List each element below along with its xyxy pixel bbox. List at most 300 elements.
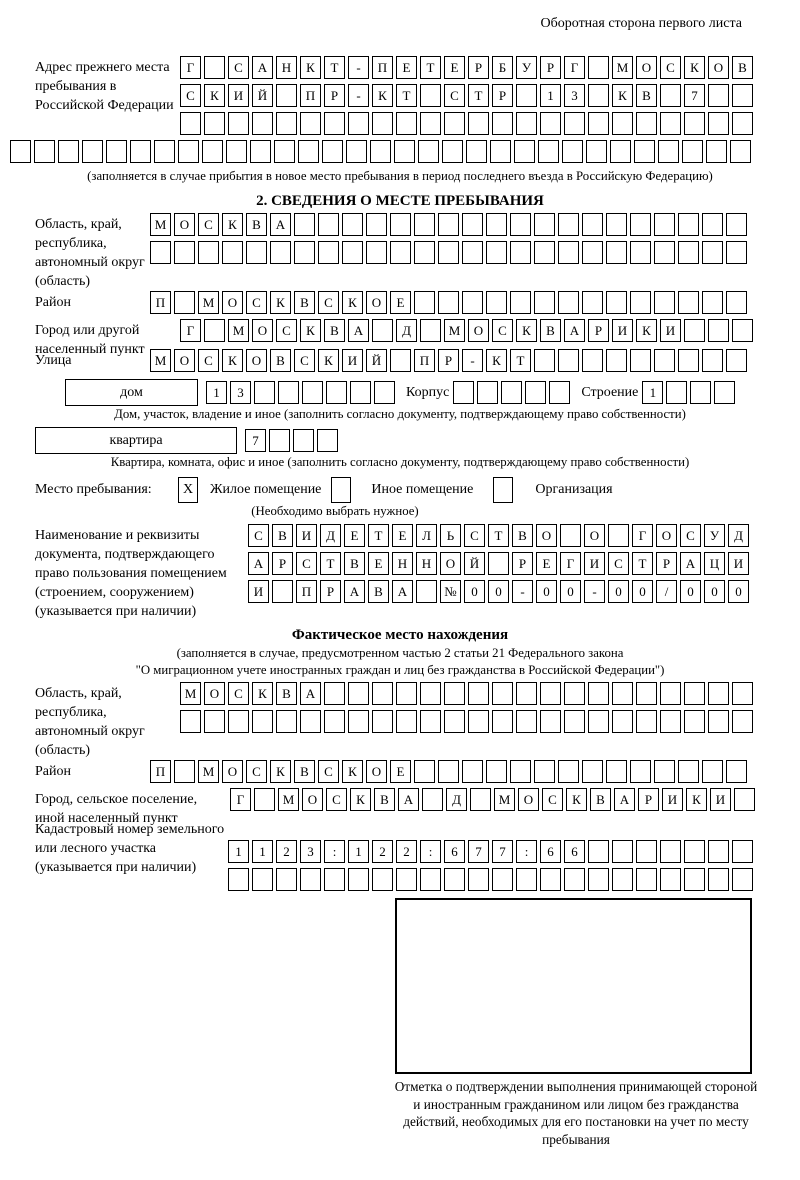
char-cell: Т	[396, 84, 417, 107]
char-cell	[390, 241, 411, 264]
char-cell	[198, 241, 219, 264]
char-cell: М	[228, 319, 249, 342]
char-cell: -	[348, 56, 369, 79]
char-cell: 7	[245, 429, 266, 452]
char-cell	[420, 868, 441, 891]
char-cell: М	[278, 788, 299, 811]
char-cell	[418, 140, 439, 163]
char-cell: 7	[684, 84, 705, 107]
char-cell: 2	[372, 840, 393, 863]
char-cell: В	[590, 788, 611, 811]
char-cell	[348, 112, 369, 135]
char-cell	[660, 710, 681, 733]
char-cell	[180, 710, 201, 733]
char-cell	[278, 381, 299, 404]
char-cell	[270, 241, 291, 264]
char-cell: Ь	[440, 524, 461, 547]
char-cell: И	[342, 349, 363, 372]
char-cell	[732, 319, 753, 342]
char-cell	[726, 291, 747, 314]
char-cell	[394, 140, 415, 163]
char-cell: 0	[560, 580, 581, 603]
document-row-1	[248, 524, 752, 547]
char-cell	[300, 112, 321, 135]
char-cell: П	[150, 291, 171, 314]
char-cell	[534, 349, 555, 372]
char-cell: У	[516, 56, 537, 79]
char-cell: Ц	[704, 552, 725, 575]
char-cell	[702, 760, 723, 783]
district-group	[35, 291, 800, 319]
char-cell	[254, 381, 275, 404]
char-cell	[582, 349, 603, 372]
char-cell: /	[656, 580, 677, 603]
char-cell: В	[294, 760, 315, 783]
char-cell: Е	[444, 56, 465, 79]
apartment-row	[35, 427, 800, 454]
char-cell: К	[222, 349, 243, 372]
char-cell	[492, 710, 513, 733]
prev-address-row-3	[180, 112, 756, 135]
char-cell	[660, 682, 681, 705]
char-cell	[276, 868, 297, 891]
char-cell	[564, 112, 585, 135]
actual-location-note-2: "О миграционном учете иностранных граждан и лиц без гражданства в Российской Федерации")	[135, 663, 665, 677]
char-cell: :	[324, 840, 345, 863]
char-cell: 3	[564, 84, 585, 107]
char-cell: Л	[416, 524, 437, 547]
char-cell	[414, 760, 435, 783]
char-cell	[514, 140, 535, 163]
prev-address-row-1	[180, 56, 756, 79]
char-cell	[420, 682, 441, 705]
char-cell	[612, 710, 633, 733]
char-cell	[630, 760, 651, 783]
char-cell	[562, 140, 583, 163]
char-cell: Т	[368, 524, 389, 547]
char-cell	[396, 682, 417, 705]
region-row-1	[150, 213, 750, 236]
city-row	[180, 319, 756, 342]
char-cell: К	[204, 84, 225, 107]
char-cell: М	[612, 56, 633, 79]
char-cell	[636, 682, 657, 705]
char-cell	[438, 241, 459, 264]
char-cell	[606, 760, 627, 783]
char-cell: -	[462, 349, 483, 372]
char-cell	[702, 349, 723, 372]
char-cell	[510, 241, 531, 264]
char-cell	[516, 868, 537, 891]
char-cell	[582, 241, 603, 264]
char-cell: С	[444, 84, 465, 107]
char-cell	[486, 291, 507, 314]
char-cell: Г	[180, 319, 201, 342]
char-cell: К	[222, 213, 243, 236]
char-cell	[682, 140, 703, 163]
char-cell: О	[174, 213, 195, 236]
char-cell	[690, 381, 711, 404]
char-cell: С	[228, 56, 249, 79]
prev-address-label: Адрес прежнего места пребывания в Российской Федерации	[35, 60, 174, 113]
char-cell: О	[174, 349, 195, 372]
char-cell: А	[392, 580, 413, 603]
char-cell	[34, 140, 55, 163]
char-cell	[130, 140, 151, 163]
confirmation-stamp-note: Отметка о подтверждении выполнения принимающей стороной и иностранным гражданином или лицом без гражданства действий, необходимых для его постановки на учет по месту пребывания	[394, 1079, 758, 1147]
char-cell: -	[348, 84, 369, 107]
char-cell	[10, 140, 31, 163]
char-cell	[414, 213, 435, 236]
char-cell	[276, 84, 297, 107]
char-cell	[501, 381, 522, 404]
char-cell	[558, 760, 579, 783]
char-cell	[490, 140, 511, 163]
char-cell: М	[198, 291, 219, 314]
char-cell	[317, 429, 338, 452]
char-cell: 0	[632, 580, 653, 603]
char-cell	[726, 241, 747, 264]
char-cell	[558, 241, 579, 264]
char-cell: 6	[564, 840, 585, 863]
char-cell	[222, 241, 243, 264]
checkbox-residential: X	[178, 477, 198, 503]
char-cell: К	[372, 84, 393, 107]
char-cell: Г	[180, 56, 201, 79]
char-cell	[293, 429, 314, 452]
char-cell	[106, 140, 127, 163]
char-cell: Й	[366, 349, 387, 372]
char-cell: Т	[324, 56, 345, 79]
char-cell	[516, 682, 537, 705]
char-cell: 2	[276, 840, 297, 863]
char-cell	[438, 760, 459, 783]
house-row	[65, 379, 800, 406]
char-cell	[582, 760, 603, 783]
char-cell	[714, 381, 735, 404]
char-cell: 7	[468, 840, 489, 863]
char-cell: О	[584, 524, 605, 547]
char-cell: В	[344, 552, 365, 575]
char-cell: К	[516, 319, 537, 342]
char-cell	[540, 710, 561, 733]
char-cell: Р	[656, 552, 677, 575]
char-cell: -	[512, 580, 533, 603]
char-cell: А	[248, 552, 269, 575]
char-cell: О	[636, 56, 657, 79]
char-cell: 0	[704, 580, 725, 603]
char-cell	[588, 840, 609, 863]
char-cell	[346, 140, 367, 163]
char-cell: И	[248, 580, 269, 603]
char-cell	[534, 291, 555, 314]
char-cell	[610, 140, 631, 163]
char-cell: К	[318, 349, 339, 372]
char-cell: В	[540, 319, 561, 342]
char-cell: Г	[564, 56, 585, 79]
char-cell	[178, 140, 199, 163]
char-cell	[342, 241, 363, 264]
cadastral-row-1	[228, 840, 756, 863]
organization-label: Организация	[535, 482, 613, 497]
street-row	[150, 349, 750, 372]
char-cell	[438, 213, 459, 236]
char-cell: С	[246, 291, 267, 314]
char-cell	[534, 760, 555, 783]
char-cell: 0	[464, 580, 485, 603]
checkbox-other-premises	[331, 477, 351, 503]
char-cell	[654, 213, 675, 236]
street-group	[35, 349, 800, 377]
char-cell: А	[344, 580, 365, 603]
char-cell: А	[614, 788, 635, 811]
char-cell: 1	[642, 381, 663, 404]
char-cell	[226, 140, 247, 163]
char-cell: О	[468, 319, 489, 342]
char-cell	[442, 140, 463, 163]
char-cell: С	[228, 682, 249, 705]
other-premises-label: Иное помещение	[371, 482, 474, 497]
char-cell: Е	[390, 291, 411, 314]
prev-address-rows	[180, 56, 756, 140]
char-cell	[588, 868, 609, 891]
prev-address-row-2	[180, 84, 756, 107]
char-cell	[516, 112, 537, 135]
stay-type-row	[35, 477, 800, 503]
char-cell: К	[342, 291, 363, 314]
char-cell: 1	[348, 840, 369, 863]
char-cell	[734, 788, 755, 811]
char-cell: С	[180, 84, 201, 107]
char-cell	[516, 84, 537, 107]
char-cell	[269, 429, 290, 452]
street-label: Улица	[35, 353, 72, 368]
char-cell: М	[494, 788, 515, 811]
char-cell	[204, 56, 225, 79]
char-cell	[468, 112, 489, 135]
char-cell: М	[150, 213, 171, 236]
char-cell	[174, 241, 195, 264]
char-cell	[348, 682, 369, 705]
char-cell	[588, 710, 609, 733]
char-cell: №	[440, 580, 461, 603]
char-cell	[342, 213, 363, 236]
char-cell	[298, 140, 319, 163]
char-cell	[708, 682, 729, 705]
char-cell	[466, 140, 487, 163]
char-cell: 2	[396, 840, 417, 863]
char-cell	[202, 140, 223, 163]
char-cell	[294, 241, 315, 264]
char-cell	[150, 241, 171, 264]
char-cell	[318, 241, 339, 264]
char-cell	[154, 140, 175, 163]
apartment-note: Квартира, комната, офис и иное (заполнить согласно документу, подтверждающему право собственности)	[110, 455, 690, 469]
char-cell	[730, 140, 751, 163]
char-cell	[540, 682, 561, 705]
char-cell	[636, 112, 657, 135]
char-cell	[372, 112, 393, 135]
char-cell	[366, 241, 387, 264]
char-cell	[630, 213, 651, 236]
char-cell: С	[318, 291, 339, 314]
char-cell: К	[342, 760, 363, 783]
stay-type-label: Место пребывания:	[35, 482, 152, 497]
char-cell	[588, 682, 609, 705]
char-cell	[606, 241, 627, 264]
region-rows	[150, 213, 750, 269]
char-cell	[678, 291, 699, 314]
char-cell	[708, 319, 729, 342]
char-cell	[468, 868, 489, 891]
char-cell: О	[302, 788, 323, 811]
char-cell	[636, 868, 657, 891]
char-cell	[420, 84, 441, 107]
char-cell	[564, 682, 585, 705]
char-cell	[348, 868, 369, 891]
char-cell	[726, 213, 747, 236]
char-cell: Р	[638, 788, 659, 811]
residential-label: Жилое помещение	[210, 482, 322, 497]
char-cell: С	[318, 760, 339, 783]
char-cell: А	[564, 319, 585, 342]
char-cell: О	[222, 291, 243, 314]
district-label: Район	[35, 295, 71, 310]
stroenie-cells	[642, 381, 738, 404]
char-cell	[422, 788, 443, 811]
char-cell: 3	[300, 840, 321, 863]
char-cell	[462, 213, 483, 236]
char-cell: С	[246, 760, 267, 783]
char-cell	[370, 140, 391, 163]
char-cell: К	[486, 349, 507, 372]
char-cell: К	[684, 56, 705, 79]
char-cell: Д	[446, 788, 467, 811]
apartment-box: квартира	[35, 427, 237, 454]
char-cell	[462, 291, 483, 314]
char-cell: С	[276, 319, 297, 342]
char-cell: :	[516, 840, 537, 863]
char-cell: 0	[608, 580, 629, 603]
char-cell	[726, 349, 747, 372]
document-group	[35, 524, 800, 621]
char-cell: 0	[488, 580, 509, 603]
char-cell: Г	[560, 552, 581, 575]
char-cell: 3	[230, 381, 251, 404]
char-cell	[390, 213, 411, 236]
char-cell: Р	[438, 349, 459, 372]
actual-city-row	[230, 788, 758, 811]
char-cell	[586, 140, 607, 163]
char-cell	[654, 241, 675, 264]
actual-district-group	[35, 760, 800, 788]
char-cell	[706, 140, 727, 163]
char-cell	[678, 760, 699, 783]
char-cell	[324, 868, 345, 891]
char-cell	[300, 710, 321, 733]
char-cell	[324, 682, 345, 705]
char-cell	[180, 112, 201, 135]
char-cell	[702, 291, 723, 314]
page-side-note: Оборотная сторона первого листа	[540, 16, 742, 31]
char-cell	[252, 868, 273, 891]
char-cell: П	[414, 349, 435, 372]
char-cell: О	[536, 524, 557, 547]
char-cell: В	[512, 524, 533, 547]
char-cell: О	[204, 682, 225, 705]
char-cell: К	[636, 319, 657, 342]
char-cell	[324, 710, 345, 733]
char-cell	[348, 710, 369, 733]
char-cell: А	[252, 56, 273, 79]
char-cell: В	[374, 788, 395, 811]
char-cell: М	[198, 760, 219, 783]
char-cell: :	[420, 840, 441, 863]
actual-region-group	[35, 682, 800, 760]
char-cell: С	[542, 788, 563, 811]
char-cell	[732, 840, 753, 863]
char-cell	[732, 112, 753, 135]
char-cell	[396, 868, 417, 891]
char-cell	[534, 241, 555, 264]
char-cell: О	[366, 291, 387, 314]
char-cell	[612, 868, 633, 891]
char-cell	[549, 381, 570, 404]
char-cell: С	[294, 349, 315, 372]
document-rows	[248, 524, 752, 608]
char-cell: К	[566, 788, 587, 811]
char-cell: К	[612, 84, 633, 107]
char-cell: Р	[272, 552, 293, 575]
char-cell: О	[440, 552, 461, 575]
apartment-cells	[245, 429, 341, 452]
actual-location-title: Фактическое место нахождения	[291, 627, 509, 643]
region-row-2	[150, 241, 750, 264]
char-cell	[492, 682, 513, 705]
char-cell	[486, 213, 507, 236]
char-cell	[516, 710, 537, 733]
char-cell: М	[150, 349, 171, 372]
char-cell	[416, 580, 437, 603]
char-cell: Р	[492, 84, 513, 107]
char-cell	[372, 868, 393, 891]
char-cell: Е	[390, 760, 411, 783]
char-cell: О	[222, 760, 243, 783]
char-cell: Б	[492, 56, 513, 79]
char-cell: А	[398, 788, 419, 811]
char-cell	[414, 241, 435, 264]
char-cell	[678, 349, 699, 372]
char-cell: 6	[540, 840, 561, 863]
document-row-3	[248, 580, 752, 603]
char-cell: В	[272, 524, 293, 547]
char-cell	[204, 319, 225, 342]
prev-address-row-4	[10, 140, 800, 163]
char-cell: С	[464, 524, 485, 547]
char-cell: 0	[680, 580, 701, 603]
char-cell: В	[324, 319, 345, 342]
prev-address-group	[35, 56, 800, 140]
char-cell	[462, 760, 483, 783]
char-cell	[294, 213, 315, 236]
char-cell	[630, 241, 651, 264]
char-cell	[374, 381, 395, 404]
char-cell	[254, 788, 275, 811]
char-cell	[174, 291, 195, 314]
char-cell	[636, 710, 657, 733]
char-cell: И	[296, 524, 317, 547]
char-cell	[372, 710, 393, 733]
